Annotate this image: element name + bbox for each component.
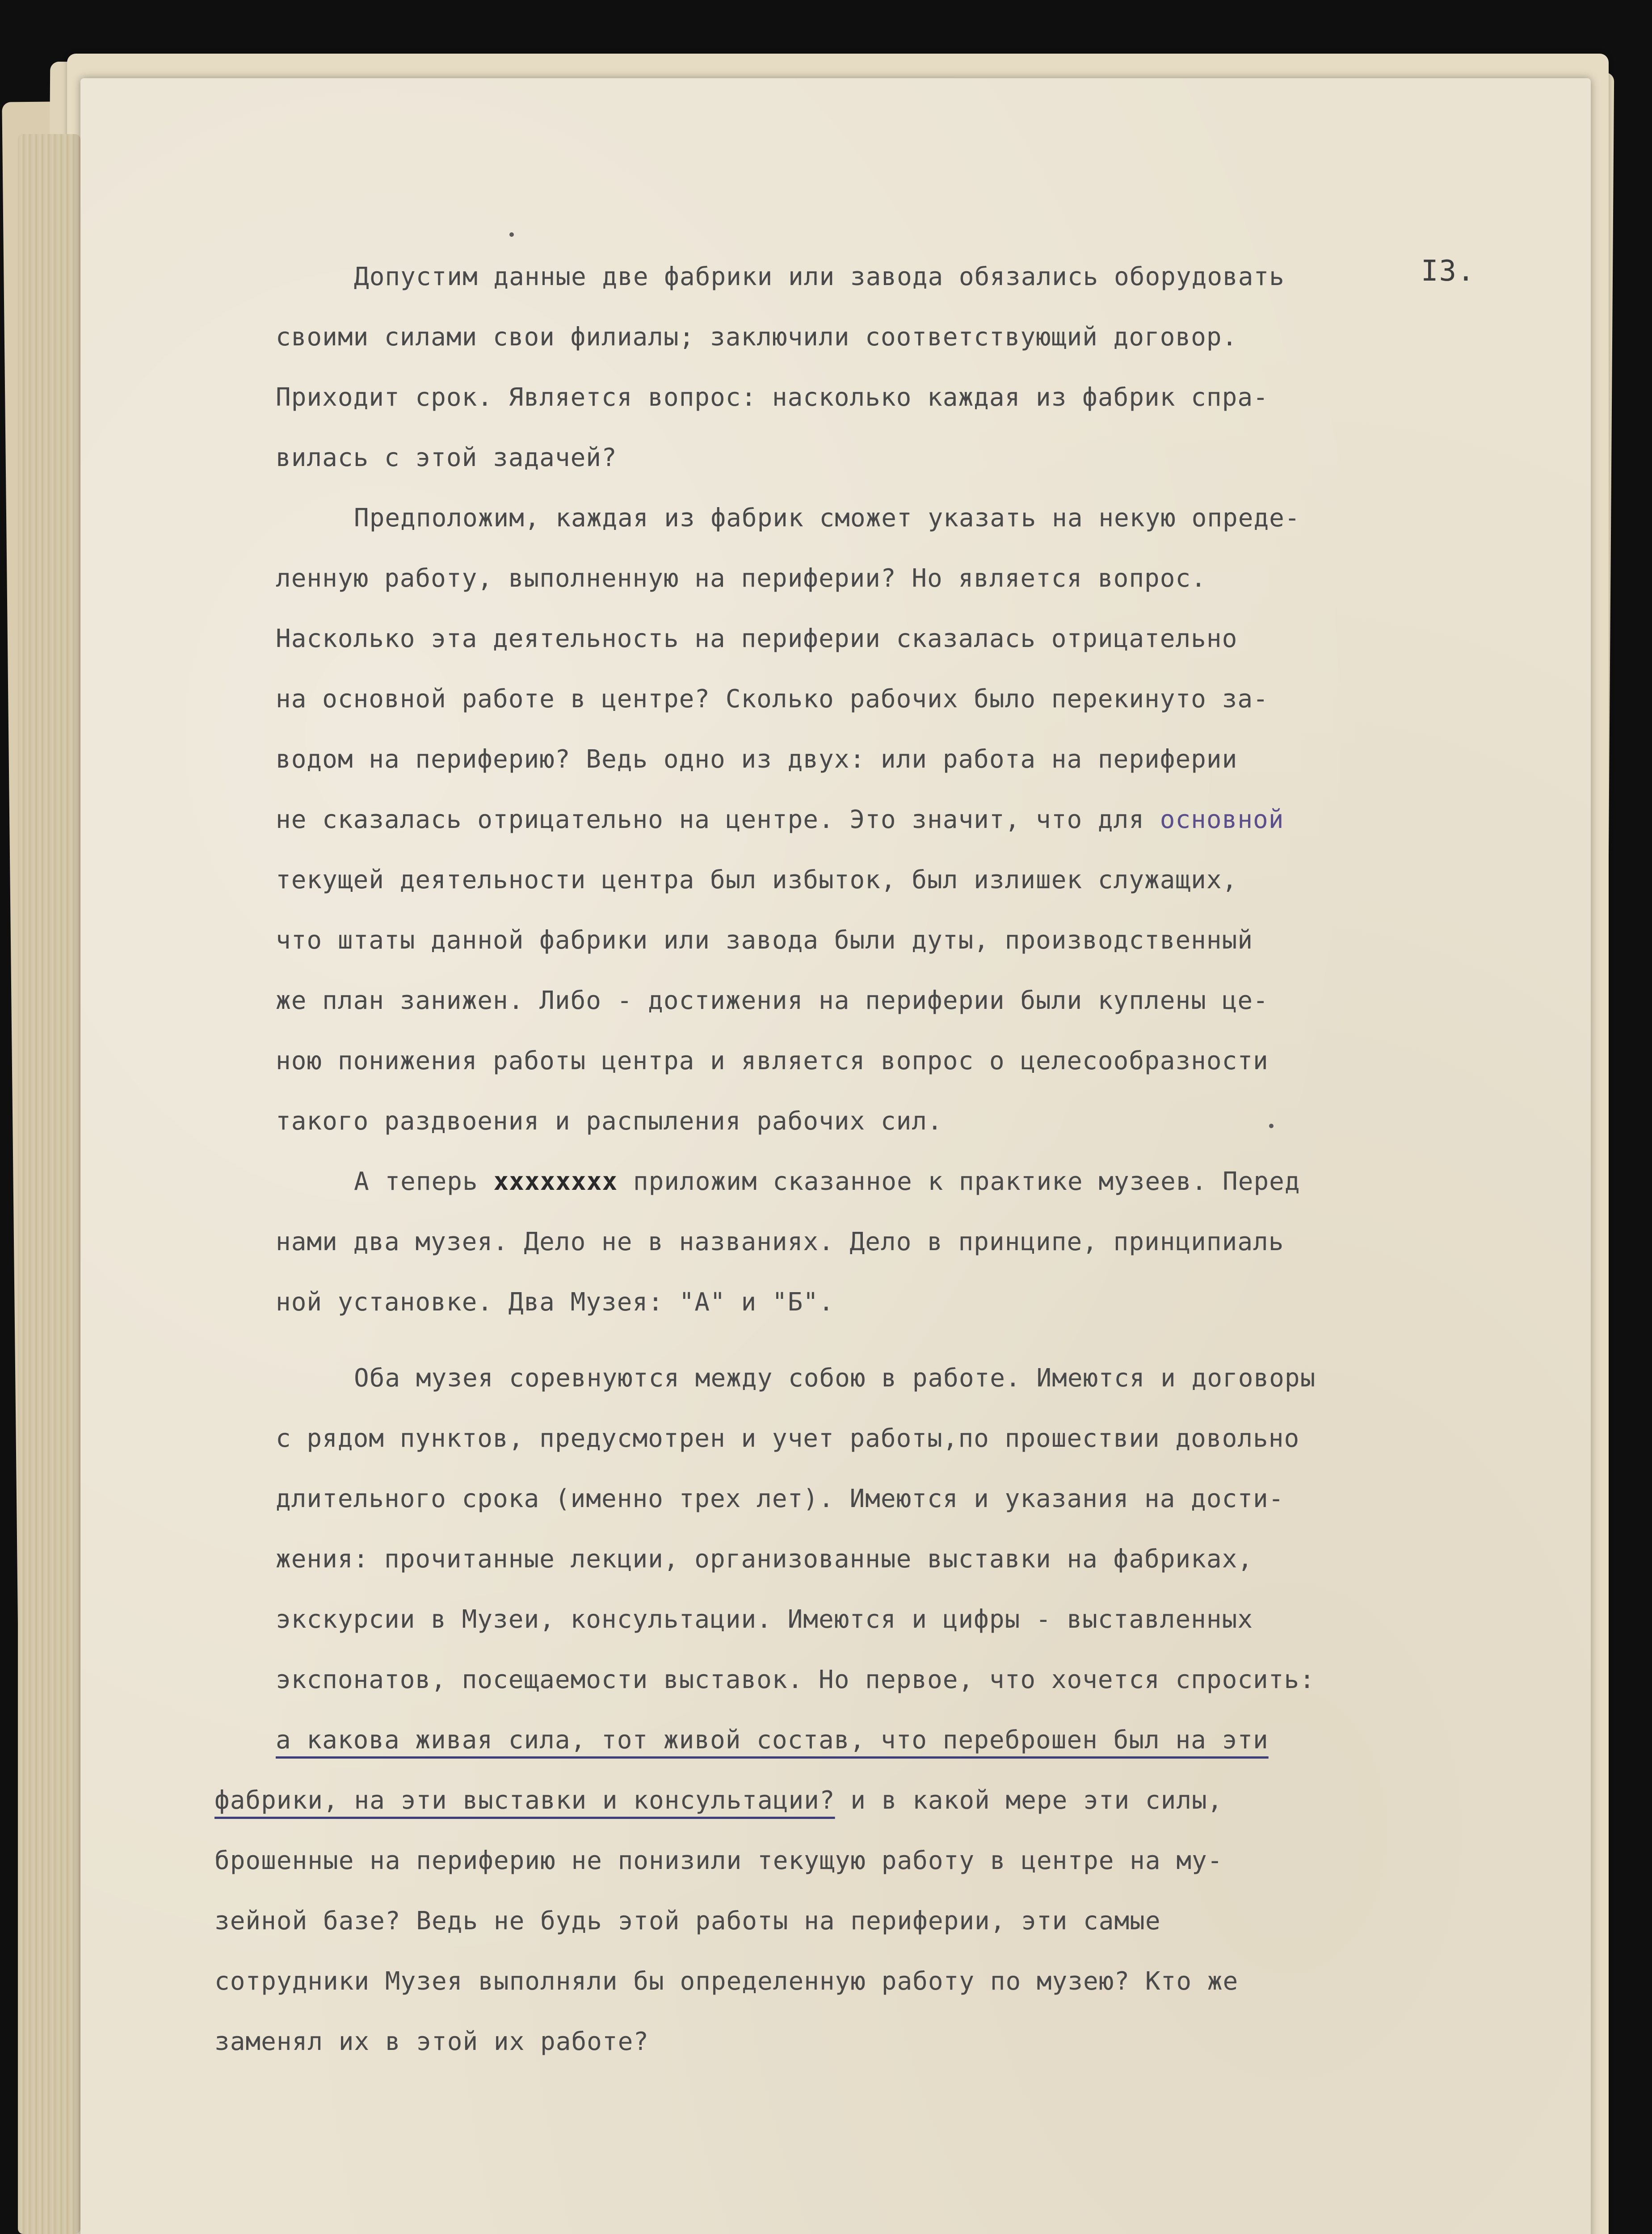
text-line: экскурсии в Музеи, консультации. Имеются и цифры - выставленных (276, 1605, 1253, 1634)
text-line: экспонатов, посещаемости выставок. Но первое, что хочется спросить: (276, 1665, 1315, 1694)
text-segment: не сказалась отрицательно на центре. Это значит, что для (276, 805, 1160, 834)
text-line: текущей деятельности центра был избыток, был излишек служащих, (276, 865, 1238, 894)
pencil-dot (509, 232, 514, 237)
text-line: такого раздвоения и распыления рабочих сил. (276, 1107, 943, 1136)
text-line: жения: прочитанные лекции, организованные выставки на фабриках, (276, 1545, 1253, 1574)
text-line: ленную работу, выполненную на периферии? Но является вопрос. (276, 564, 1206, 593)
text-line (276, 1722, 1269, 1758)
text-line: на основной работе в центре? Сколько рабочих было перекинуто за- (276, 684, 1269, 714)
page-number: I3. (1421, 255, 1475, 288)
text-segment: приложим сказанное к практике музеев. Перед (618, 1167, 1300, 1196)
text-line: ною понижения работы центра и является вопрос о целесообразности (276, 1046, 1269, 1075)
text-line: Насколько эта деятельность на периферии сказалась отрицательно (276, 624, 1238, 653)
text-line: Оба музея соревнуются между собою в работе. Имеются и договоры (354, 1364, 1316, 1393)
text-line: с рядом пунктов, предусмотрен и учет работы,по прошествии довольно (276, 1424, 1300, 1453)
text-line: что штаты данной фабрики или завода были дуты, производственный (276, 926, 1253, 955)
text-line: Приходит срок. Является вопрос: насколько каждая из фабрик спра- (276, 383, 1269, 412)
text-line (214, 1783, 1223, 1818)
text-segment: А теперь (354, 1167, 494, 1196)
text-line: вилась с этой задачей? (276, 443, 617, 472)
text-line (354, 1164, 1300, 1200)
text-line (276, 802, 1284, 838)
stack-edge (18, 134, 80, 2234)
text-line: Предположим, каждая из фабрик сможет указать на некую опреде- (354, 504, 1300, 533)
text-line: заменял их в этой их работе? (214, 2027, 649, 2056)
text-segment: и в какой мере эти силы, (835, 1786, 1223, 1815)
underlined-text: а какова живая сила, тот живой состав, что переброшен был на эти (276, 1726, 1269, 1755)
underlined-text: фабрики, на эти выставки и консультации? (214, 1786, 835, 1815)
text-line: же план занижен. Либо - достижения на периферии были куплены це- (276, 986, 1269, 1015)
handwritten-correction: основной (1160, 805, 1284, 834)
text-line: водом на периферию? Ведь одно из двух: или работа на периферии (276, 745, 1238, 774)
text-line: зейной базе? Ведь не будь этой работы на периферии, эти самые (214, 1906, 1161, 1936)
text-line: сотрудники Музея выполняли бы определенную работу по музею? Кто же (214, 1967, 1239, 1996)
text-line: брошенные на периферию не понизили текущую работу в центре на му- (214, 1846, 1223, 1875)
struck-out-word: xxxxxxxx (493, 1167, 618, 1196)
text-line: ной установке. Два Музея: "А" и "Б". (276, 1288, 834, 1317)
text-line: своими силами свои филиалы; заключили соответствующий договор. (276, 323, 1238, 352)
typewritten-page (80, 78, 1591, 2234)
pencil-dot (1269, 1124, 1274, 1128)
text-line: нами два музея. Дело не в названиях. Дело в принципе, принципиаль (276, 1227, 1284, 1256)
text-line: длительного срока (именно трех лет). Имеются и указания на дости- (276, 1484, 1284, 1513)
text-line: Допустим данные две фабрики или завода обязались оборудовать (354, 262, 1285, 291)
